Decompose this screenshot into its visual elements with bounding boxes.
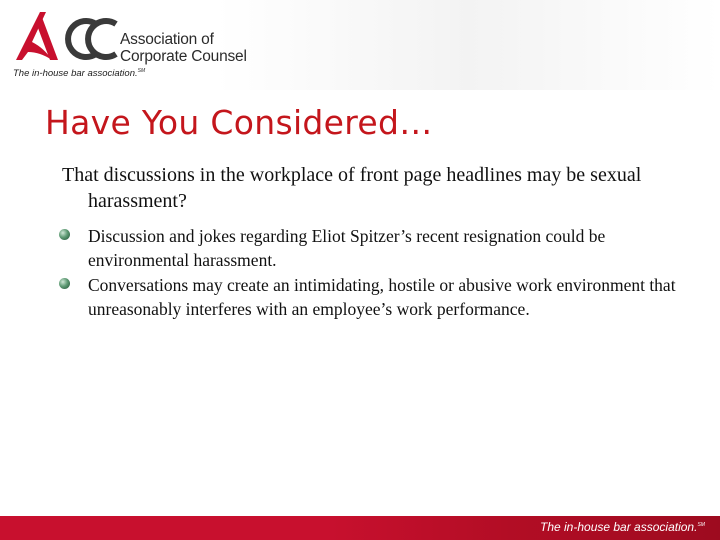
- lead-paragraph: That discussions in the workplace of front page headlines may be sexual harassment?: [62, 164, 642, 212]
- footer-tagline: [540, 520, 705, 534]
- green-bullet-icon: [59, 278, 70, 289]
- bullet-list: [58, 224, 678, 322]
- logo-tagline-mark: SM: [137, 68, 146, 74]
- acc-logo: [10, 8, 250, 84]
- green-bullet-icon: [59, 229, 70, 240]
- footer-tagline-mark: SM: [697, 522, 705, 528]
- acc-logo-mark: [10, 8, 120, 70]
- bullet-text: Conversations may create an intimidating, hostile or abusive work environment that unreasonably interferes with an employee’s work performance.: [88, 275, 676, 319]
- logo-line-2: Corporate Counsel: [120, 48, 247, 65]
- footer-bar: [0, 516, 720, 540]
- footer-tagline-text: The in-house bar association.: [540, 520, 698, 534]
- bullet-text: Discussion and jokes regarding Eliot Spitzer’s recent resignation could be environmental harassment.: [88, 226, 606, 270]
- slide-title: Have You Considered…: [45, 103, 433, 142]
- logo-line-1: Association of: [120, 31, 214, 48]
- list-item: [58, 224, 678, 272]
- list-item: [58, 273, 678, 321]
- logo-tagline-text: The in-house bar association.: [13, 68, 138, 80]
- logo-tagline: [13, 68, 145, 79]
